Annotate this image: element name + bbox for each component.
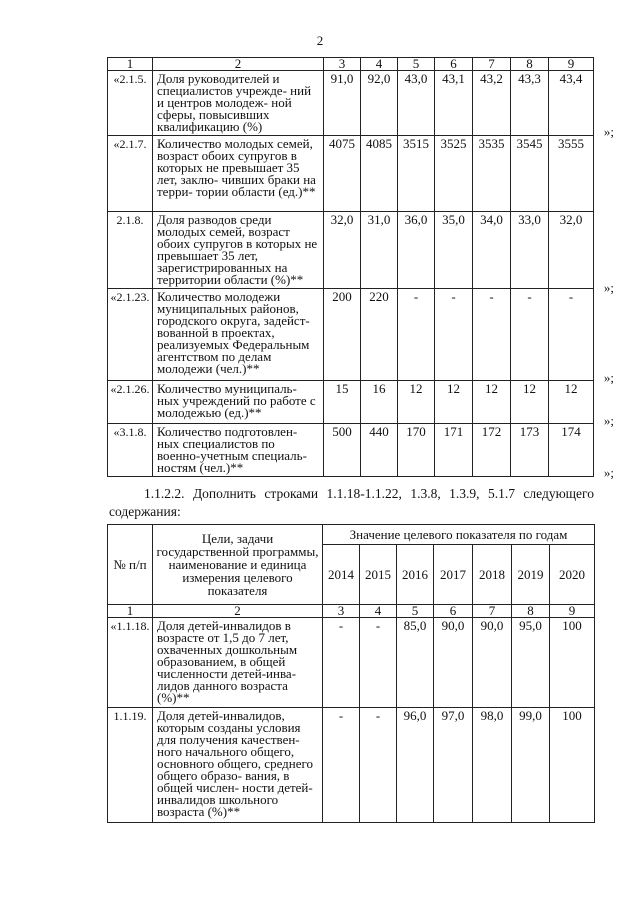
row-value: -: [398, 289, 435, 381]
row-value: 16: [361, 381, 398, 424]
row-id: «2.1.7.: [108, 136, 153, 212]
col-number: 5: [397, 605, 434, 618]
col-number: 6: [434, 605, 473, 618]
indicators-table-continued: [107, 57, 594, 477]
col-number: 1: [108, 605, 153, 618]
col-number: 7: [473, 58, 511, 71]
row-value: 3535: [473, 136, 511, 212]
row-value: 31,0: [361, 212, 398, 289]
row-value: 3525: [435, 136, 473, 212]
row-id: «2.1.26.: [108, 381, 153, 424]
row-value: 3515: [398, 136, 435, 212]
row-value: 43,2: [473, 71, 511, 136]
row-value: 500: [324, 424, 361, 477]
year-header: 2016: [397, 545, 434, 605]
row-end-mark: »;: [603, 413, 614, 428]
row-id: «1.1.18.: [108, 618, 153, 708]
row-value: 92,0: [361, 71, 398, 136]
row-id: 1.1.19.: [108, 708, 153, 823]
row-end-mark: »;: [603, 465, 614, 480]
row-value: 3545: [511, 136, 549, 212]
year-header: 2014: [323, 545, 360, 605]
col-number: 9: [549, 58, 594, 71]
row-end-mark: »;: [603, 124, 614, 139]
row-value: -: [360, 708, 397, 823]
row-value: 97,0: [434, 708, 473, 823]
header-number: № п/п: [108, 525, 153, 605]
header-row: [108, 525, 595, 545]
row-text: Доля руководителей и специалистов учрежде- ний и центров молодеж- ной сферы, повысивших квалификацию (%): [153, 71, 324, 136]
row-text: Количество подготовлен- ных специалистов по военно-учетным специаль- ностям (чел.)**: [153, 424, 324, 477]
row-value: 220: [361, 289, 398, 381]
row-id: «2.1.23.: [108, 289, 153, 381]
row-value: -: [360, 618, 397, 708]
table-row: [108, 618, 595, 708]
row-value: -: [549, 289, 594, 381]
row-value: 85,0: [397, 618, 434, 708]
page-number: 2: [316, 33, 324, 48]
row-value: -: [323, 618, 360, 708]
row-value: 43,4: [549, 71, 594, 136]
table-row: [108, 289, 594, 381]
row-value: 174: [549, 424, 594, 477]
row-value: 171: [435, 424, 473, 477]
row-value: 12: [511, 381, 549, 424]
row-value: 90,0: [473, 618, 512, 708]
row-value: 36,0: [398, 212, 435, 289]
row-value: 35,0: [435, 212, 473, 289]
row-value: 12: [435, 381, 473, 424]
col-number: 3: [323, 605, 360, 618]
row-value: 12: [398, 381, 435, 424]
row-value: 172: [473, 424, 511, 477]
row-text: Количество молодежи муниципальных районов, городского округа, задейст- вованной в проектах, реализуемых Федеральным агентством по делам молодежи (чел.)**: [153, 289, 324, 381]
header-goal: Цели, задачи государственной программы, наименование и единица измерения целевого показателя: [153, 525, 323, 605]
col-number: 2: [153, 58, 324, 71]
row-value: -: [323, 708, 360, 823]
year-header: 2020: [550, 545, 595, 605]
col-number: 5: [398, 58, 435, 71]
table-row: [108, 212, 594, 289]
year-header: 2017: [434, 545, 473, 605]
col-number: 9: [550, 605, 595, 618]
year-header: 2018: [473, 545, 512, 605]
row-value: -: [511, 289, 549, 381]
row-end-mark: »;: [603, 280, 614, 295]
row-value: 4085: [361, 136, 398, 212]
row-value: 43,3: [511, 71, 549, 136]
col-number: 1: [108, 58, 153, 71]
table-row: [108, 136, 594, 212]
row-value: 32,0: [549, 212, 594, 289]
row-value: 440: [361, 424, 398, 477]
row-value: 3555: [549, 136, 594, 212]
amendment-paragraph: 1.1.2.2. Дополнить строками 1.1.18-1.1.22, 1.3.8, 1.3.9, 5.1.7 следующего содержания:: [109, 486, 594, 519]
row-text: Количество муниципаль- ных учреждений по работе с молодежью (ед.)**: [153, 381, 324, 424]
row-value: 98,0: [473, 708, 512, 823]
row-value: 99,0: [512, 708, 550, 823]
indicators-table-new-rows: [107, 524, 595, 823]
row-id: «3.1.8.: [108, 424, 153, 477]
row-text: Доля детей-инвалидов в возрасте от 1,5 до 7 лет, охваченных дошкольным образованием, в общей численности детей-инва- лидов данного возраста (%)**: [153, 618, 323, 708]
table-row: [108, 708, 595, 823]
row-text: Доля детей-инвалидов, которым созданы условия для получения качествен- ного начального общего, основного общего, среднего общего образо- вания, в общей числен- ности детей-инвалидов школьного возраста (%)**: [153, 708, 323, 823]
row-value: 15: [324, 381, 361, 424]
row-value: 95,0: [512, 618, 550, 708]
col-number: 4: [361, 58, 398, 71]
header-values: Значение целевого показателя по годам: [323, 525, 595, 545]
row-text: Количество молодых семей, возраст обоих супругов в которых не превышает 35 лет, заклю- чивших браки на терри- тории области (ед.)**: [153, 136, 324, 212]
row-value: -: [435, 289, 473, 381]
row-value: 43,0: [398, 71, 435, 136]
row-value: 32,0: [324, 212, 361, 289]
row-value: 43,1: [435, 71, 473, 136]
table-row: [108, 71, 594, 136]
row-value: 12: [473, 381, 511, 424]
row-value: 96,0: [397, 708, 434, 823]
row-value: 173: [511, 424, 549, 477]
column-numbers-row: [108, 605, 595, 618]
col-number: 6: [435, 58, 473, 71]
row-value: 34,0: [473, 212, 511, 289]
row-value: 200: [324, 289, 361, 381]
row-value: 12: [549, 381, 594, 424]
col-number: 8: [511, 58, 549, 71]
row-value: 4075: [324, 136, 361, 212]
row-value: 90,0: [434, 618, 473, 708]
year-header: 2019: [512, 545, 550, 605]
col-number: 3: [324, 58, 361, 71]
col-number: 7: [473, 605, 512, 618]
year-header: 2015: [360, 545, 397, 605]
row-value: 33,0: [511, 212, 549, 289]
row-id: «2.1.5.: [108, 71, 153, 136]
row-value: 100: [550, 708, 595, 823]
row-value: -: [473, 289, 511, 381]
col-number: 4: [360, 605, 397, 618]
row-value: 100: [550, 618, 595, 708]
row-id: 2.1.8.: [108, 212, 153, 289]
col-number: 8: [512, 605, 550, 618]
col-number: 2: [153, 605, 323, 618]
row-value: 170: [398, 424, 435, 477]
row-text: Доля разводов среди молодых семей, возраст обоих супругов в которых не превышает 35 лет, зарегистрированных на территории области (%)**: [153, 212, 324, 289]
row-value: 91,0: [324, 71, 361, 136]
table-row: [108, 424, 594, 477]
table-row: [108, 381, 594, 424]
column-numbers-row: [108, 58, 594, 71]
row-end-mark: »;: [603, 370, 614, 385]
